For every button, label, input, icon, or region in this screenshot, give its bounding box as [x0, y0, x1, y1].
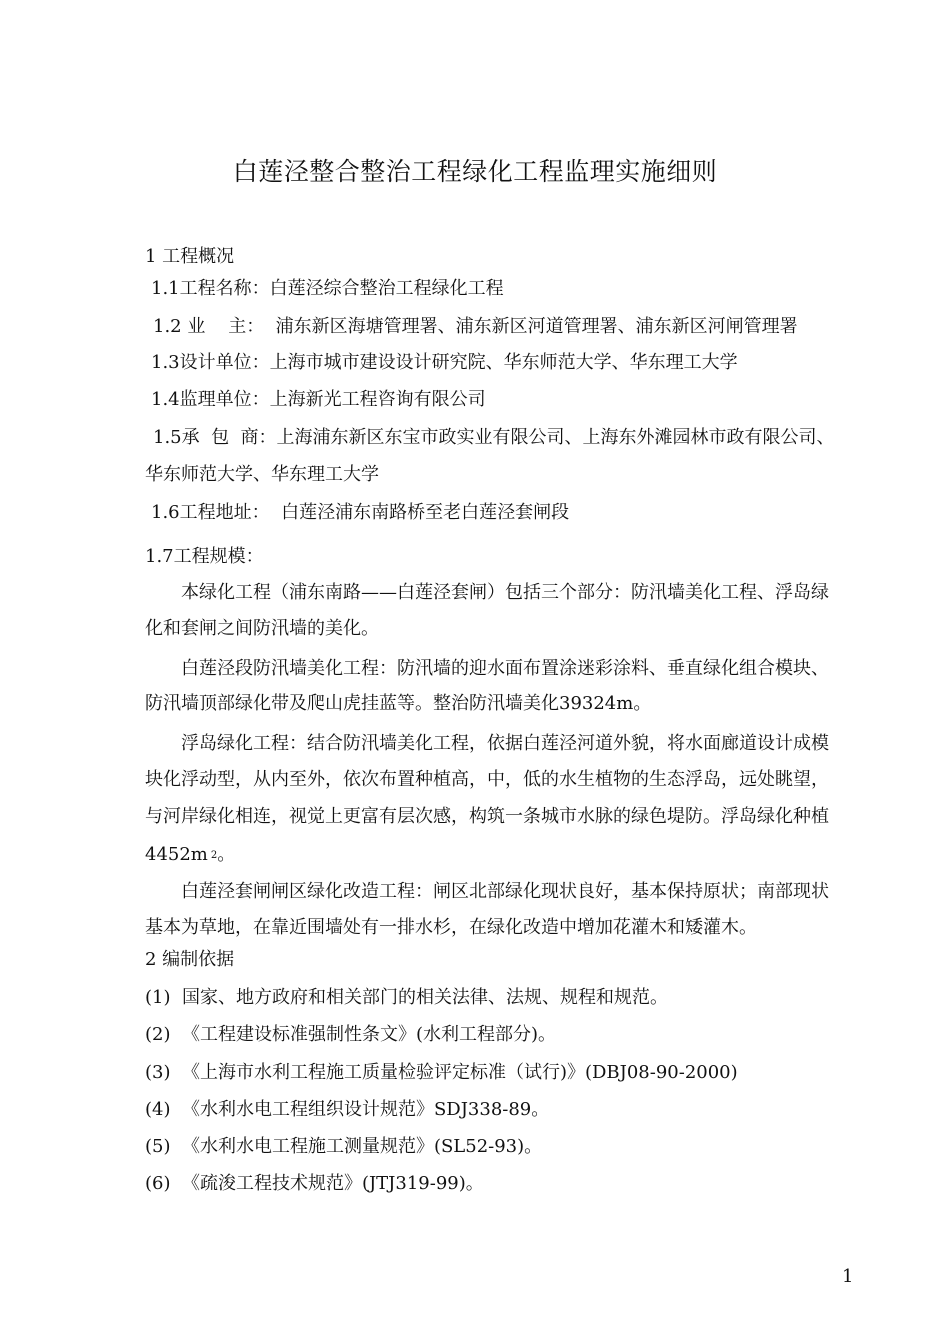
reference-item-5: (5) 《水利水电工程施工测量规范》(SL52-93)。: [145, 1136, 543, 1157]
paragraph-3-line-2: 块化浮动型，从内至外，依次布置种植高，中，低的水生植物的生态浮岛，远处眺望，: [145, 769, 829, 790]
contractor-line-1: 1.5承 包 商：上海浦东新区东宝市政实业有限公司、上海东外滩园林市政有限公司、: [153, 427, 835, 448]
paragraph-3-line-3: 与河岸绿化相连，视觉上更富有层次感，构筑一条城市水脉的绿色堤防。浮岛绿化种植: [145, 806, 829, 827]
owner-line: 1.2 业 主： 浦东新区海塘管理署、浦东新区河道管理署、浦东新区河闸管理署: [153, 316, 798, 337]
paragraph-3-line-4: [145, 843, 235, 868]
supervision-unit-line: 1.4监理单位：上海新光工程咨询有限公司: [151, 389, 486, 410]
paragraph-2-line-1: 白莲泾段防汛墙美化工程：防汛墙的迎水面布置涂迷彩涂料、垂直绿化组合模块、: [181, 658, 829, 679]
reference-item-3: (3) 《上海市水利工程施工质量检验评定标准（试行)》(DBJ08-90-2000): [145, 1062, 738, 1083]
paragraph-3-line-1: 浮岛绿化工程：结合防汛墙美化工程，依据白莲泾河道外貌，将水面廊道设计成模: [181, 733, 829, 754]
paragraph-1-line-2: 化和套闸之间防汛墙的美化。: [145, 618, 379, 639]
design-unit-line: 1.3设计单位：上海市城市建设设计研究院、华东师范大学、华东理工大学: [151, 352, 738, 373]
reference-item-2: (2) 《工程建设标准强制性条文》(水利工程部分)。: [145, 1024, 556, 1045]
project-address-line: 1.6工程地址： 白莲泾浦东南路桥至老白莲泾套闸段: [151, 502, 570, 523]
project-scale-heading: 1.7工程规模：: [145, 546, 264, 567]
reference-item-4: (4) 《水利水电工程组织设计规范》SDJ338-89。: [145, 1099, 550, 1120]
contractor-line-2: 华东师范大学、华东理工大学: [145, 464, 379, 485]
paragraph-1-line-1: 本绿化工程（浦东南路——白莲泾套闸）包括三个部分：防汛墙美化工程、浮岛绿: [181, 582, 829, 603]
reference-item-6: (6) 《疏浚工程技术规范》(JTJ319-99)。: [145, 1173, 484, 1194]
paragraph-4-line-2: 基本为草地，在靠近围墙处有一排水杉，在绿化改造中增加花灌木和矮灌木。: [145, 917, 757, 938]
project-name-line: 1.1工程名称：白莲泾综合整治工程绿化工程: [151, 278, 504, 299]
planting-area-value: 4452m: [145, 844, 208, 865]
document-title: 白莲泾整合整治工程绿化工程监理实施细则: [232, 157, 718, 186]
sentence-end: 。: [217, 844, 236, 865]
section-2-heading: 2 编制依据: [145, 949, 235, 970]
reference-item-1: (1) 国家、地方政府和相关部门的相关法律、法规、规程和规范。: [145, 987, 668, 1008]
paragraph-4-line-1: 白莲泾套闸闸区绿化改造工程：闸区北部绿化现状良好，基本保持原状；南部现状: [181, 881, 829, 902]
section-1-heading: 1 工程概况: [145, 246, 235, 267]
square-superscript: 2: [210, 850, 218, 861]
paragraph-2-line-2: 防汛墙顶部绿化带及爬山虎挂蓝等。整治防汛墙美化39324m。: [145, 693, 652, 714]
page-number: 1: [842, 1266, 854, 1287]
